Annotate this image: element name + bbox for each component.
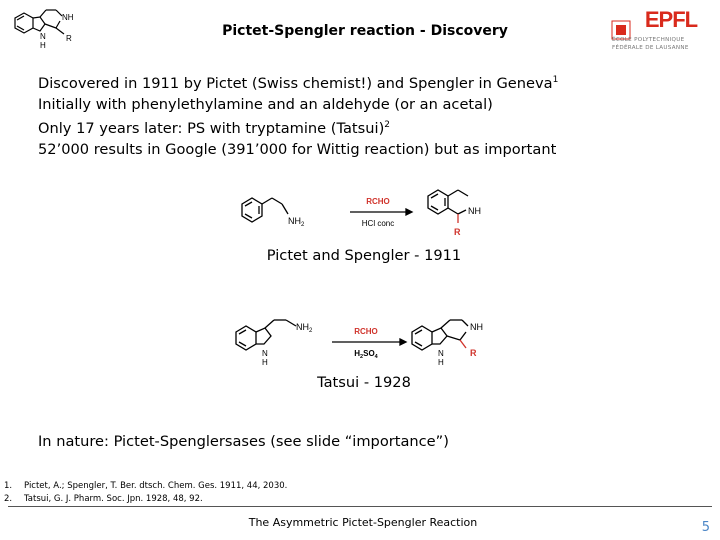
beta-carboline-logo-structure: [6, 4, 90, 54]
footnote-marker-1: 1: [552, 75, 559, 85]
s2-reagent-above: RCHO: [354, 327, 378, 336]
nature-bullet: In nature: Pictet-Spenglersases (see slide “importance”): [38, 433, 449, 450]
s1-reagent-below: HCl conc: [361, 219, 395, 228]
footer-divider: [8, 506, 712, 507]
s1-amine-label: $NH_2$: [288, 216, 305, 228]
epfl-line-1: ÉCOLE POLYTECHNIQUE: [612, 37, 685, 43]
logo-n-label: N: [40, 32, 46, 41]
epfl-brand-text: EPFL: [644, 7, 698, 32]
s1-product-nh: NH: [468, 206, 481, 216]
slide-title: Pictet-Spengler reaction - Discovery: [222, 23, 508, 39]
s2-amine-label: $NH_2$: [296, 322, 313, 334]
s2-indole-h: H: [262, 358, 268, 367]
bullet-line-2: Initially with phenylethylamine and an aldehyde (or an acetal): [38, 96, 493, 113]
logo-h-label: H: [40, 41, 46, 50]
s2-product-h: H: [438, 358, 444, 367]
s2-product-nh: NH: [470, 322, 483, 332]
reference-item: 1. Pictet, A.; Spengler, T. Ber. dtsch. Chem. Ges. 1911, 44, 2030.: [4, 481, 288, 491]
s2-product-r: R: [470, 348, 477, 358]
tatsui-scheme: [230, 306, 494, 368]
logo-nh-label: NH: [62, 13, 74, 22]
s2-product-n: N: [438, 349, 444, 358]
scheme1-caption: Pictet and Spengler - 1911: [266, 247, 462, 264]
bullet-line-4: 52’000 results in Google (391’000 for Wittig reaction) but as important: [38, 141, 557, 158]
logo-r-label: R: [66, 34, 72, 43]
scheme2-caption: Tatsui - 1928: [317, 374, 411, 391]
footer-title: The Asymmetric Pictet-Spengler Reaction: [248, 516, 478, 529]
epfl-line-2: FÉDÉRALE DE LAUSANNE: [612, 45, 689, 51]
bullet-line-1: Discovered in 1911 by Pictet (Swiss chemist!) and Spengler in Geneva$^1$: [38, 75, 559, 92]
bullet-line-3: Only 17 years later: PS with tryptamine (Tatsui)$^2$: [38, 120, 390, 137]
s2-indole-n: N: [262, 349, 268, 358]
page-number: 5: [701, 520, 710, 535]
bullet-list: [38, 70, 698, 160]
s1-reagent-above: RCHO: [366, 197, 390, 206]
s1-product-r: R: [454, 227, 461, 237]
footnote-marker-2: 2: [384, 120, 390, 130]
reference-item: 2. Tatsui, G. J. Pharm. Soc. Jpn. 1928, 48, 92.: [4, 494, 203, 504]
epfl-wordmark: [638, 6, 704, 32]
pictet-spengler-scheme: [232, 182, 482, 242]
s2-reagent-below: $H_2SO_4$: [354, 349, 378, 360]
reference-list: [4, 480, 504, 506]
